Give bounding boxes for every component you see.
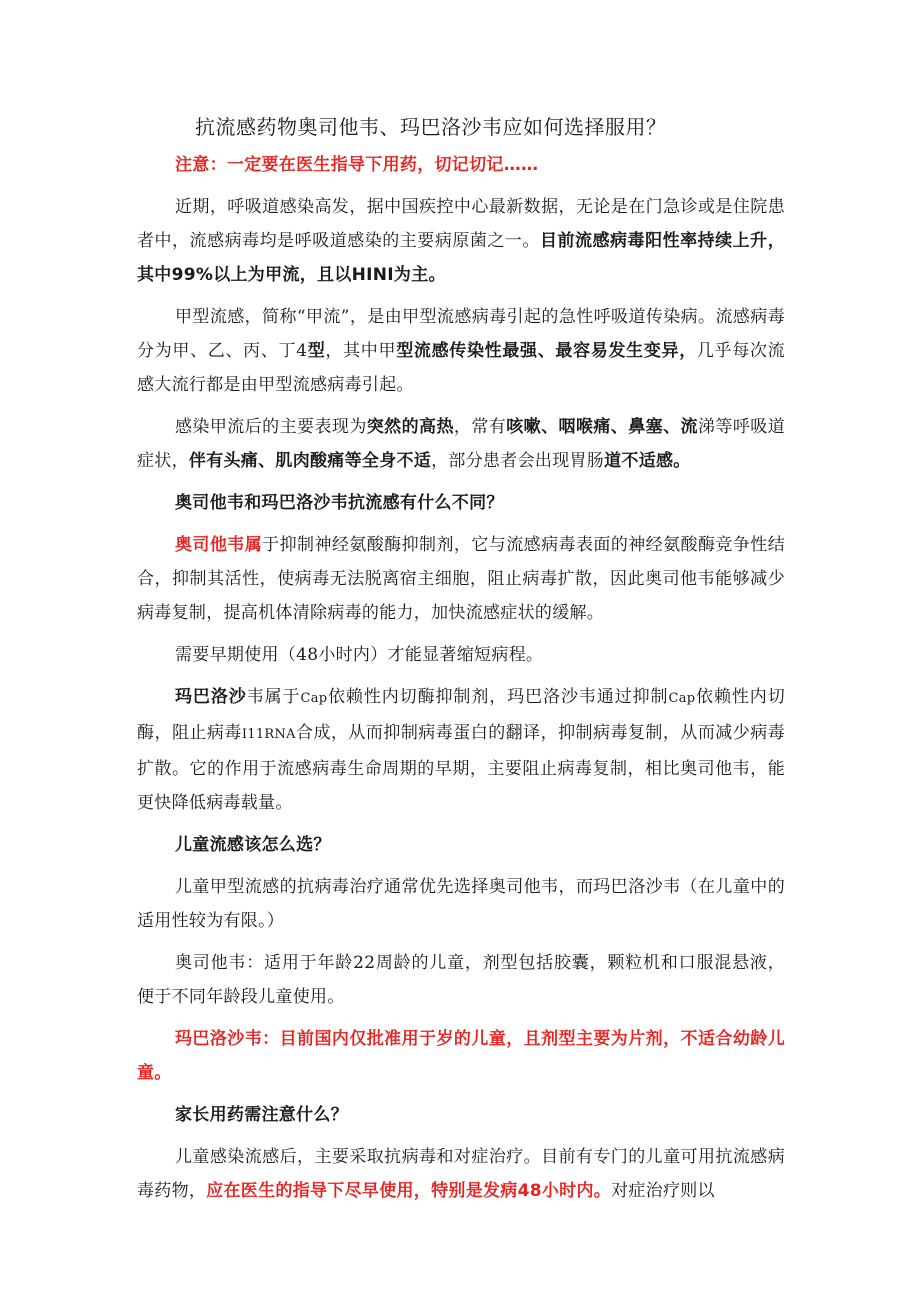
page-title: 抗流感药物奥司他韦、玛巴洛沙韦应如何选择服用？ <box>195 115 667 139</box>
paragraph-7: 儿童甲型流感的抗病毒治疗通常优先选择奥司他韦，而玛巴洛沙韦（在儿童中的适用性较为有限。） <box>137 877 785 931</box>
paragraph-3 <box>137 410 785 478</box>
heading-1-text: 奥司他韦和玛巴洛沙韦抗流感有什么不同？ <box>175 493 504 513</box>
document-body <box>137 110 785 1216</box>
paragraph-6 <box>137 680 785 820</box>
p1-bold: 目前流感病毒阳性率持续上升，其中99%以上为甲流，且以HINI为主。 <box>137 231 786 285</box>
p6-text-d: 合成，从而抑制病毒蛋白的翻译，抑制病毒复制，从而减少病毒扩散。它的作用于流感病毒生命周期的早期，主要阻止病毒复制，相比奥司他韦，能更快降低病毒载量。 <box>137 723 785 813</box>
p6-text-c: 依赖性内切酶，阻止病毒 <box>137 687 786 743</box>
p3-bold-a: 突然的高热 <box>366 417 454 437</box>
p9-red-bold: 玛巴洛沙韦：目前国内仅批准用于岁的儿童，且剂型主要为片剂，不适合幼龄儿童。 <box>137 1029 785 1083</box>
p10-text-b: 对症治疗则以 <box>611 1181 715 1201</box>
p4-red-bold: 奥司他韦属 <box>175 535 263 555</box>
section-heading-3 <box>137 1098 785 1132</box>
p6-text-a: 韦属于 <box>246 687 301 707</box>
heading-3-text: 家长用药需注意什么？ <box>175 1105 348 1125</box>
p6-text-b: 依赖性内切酶抑制剂，玛巴洛沙韦通过抑制 <box>327 687 669 707</box>
p3-text-b: ，常有 <box>453 417 507 437</box>
section-heading-1 <box>137 486 785 520</box>
p6-cap-a: Cap <box>300 691 328 706</box>
paragraph-8: 奥司他韦：适用于年龄22周龄的儿童，剂型包括胶囊，颗粒机和口服混悬液，便于不同年龄段儿童使用。 <box>137 953 785 1007</box>
p2-bold-b: 型流感传染性最强、最容易发生变异， <box>396 341 697 361</box>
p3-bold-b: 咳嗽、咽喉痛、鼻塞、流 <box>506 417 698 437</box>
p2-text-a: 甲型流感，简称“甲流”，是由甲型流感病毒引起的急性呼吸道传染病。流感病毒分为甲、乙、丙、丁4 <box>137 307 785 361</box>
notice-text: 注意：一定要在医生指导下用药，切记切记…… <box>175 155 539 175</box>
p3-bold-c: 伴有头痛、肌肉酸痛等全身不适 <box>188 451 432 471</box>
p10-red-bold: 应在医生的指导下尽早使用，特别是发病48小时内。 <box>206 1181 612 1201</box>
p3-text-d: ，部分患者会出现胃肠 <box>431 451 605 471</box>
p6-cap-b: Cap <box>668 691 696 706</box>
paragraph-2 <box>137 300 785 402</box>
paragraph-9 <box>137 1022 785 1090</box>
p3-text-c: 涕等呼吸道症状， <box>137 417 785 471</box>
p2-text-c: 几乎每次流感大流行都是由甲型流感病毒引起。 <box>137 341 785 395</box>
p2-text-b: ，其中甲 <box>325 341 397 361</box>
p6-bold: 玛巴洛沙 <box>175 687 247 707</box>
p6-rna: I11RNA <box>241 727 296 742</box>
paragraph-5: 需要早期使用（48小时内）才能显著缩短病程。 <box>175 645 544 665</box>
p4-text: 于抑制神经氨酸酶抑制剂，它与流感病毒表面的神经氨酸酶竞争性结合，抑制其活性，使病毒无法脱离宿主细胞，阻止病毒扩散，因此奥司他韦能够减少病毒复制，提高机体清除病毒的能力，加快流感症状的缓解。 <box>137 535 786 623</box>
p2-bold-a: 型 <box>307 341 326 361</box>
p1-text: 近期，呼吸道感染高发，据中国疾控中心最新数据，无论是在门急诊或是住院患者中，流感病毒均是呼吸道感染的主要病原菌之一。 <box>137 197 785 251</box>
p10-text-a: 儿童感染流感后，主要采取抗病毒和对症治疗。目前有专门的儿童可用抗流感病毒药物， <box>137 1147 785 1201</box>
paragraph-4 <box>137 528 785 630</box>
heading-2-text: 儿童流感该怎么选？ <box>175 835 331 855</box>
p3-bold-d: 道不适感。 <box>604 451 691 471</box>
paragraph-10 <box>137 1140 785 1208</box>
notice-line <box>137 148 785 182</box>
p3-text-a: 感染甲流后的主要表现为 <box>175 417 367 437</box>
section-heading-2 <box>137 828 785 862</box>
paragraph-1 <box>137 190 785 292</box>
